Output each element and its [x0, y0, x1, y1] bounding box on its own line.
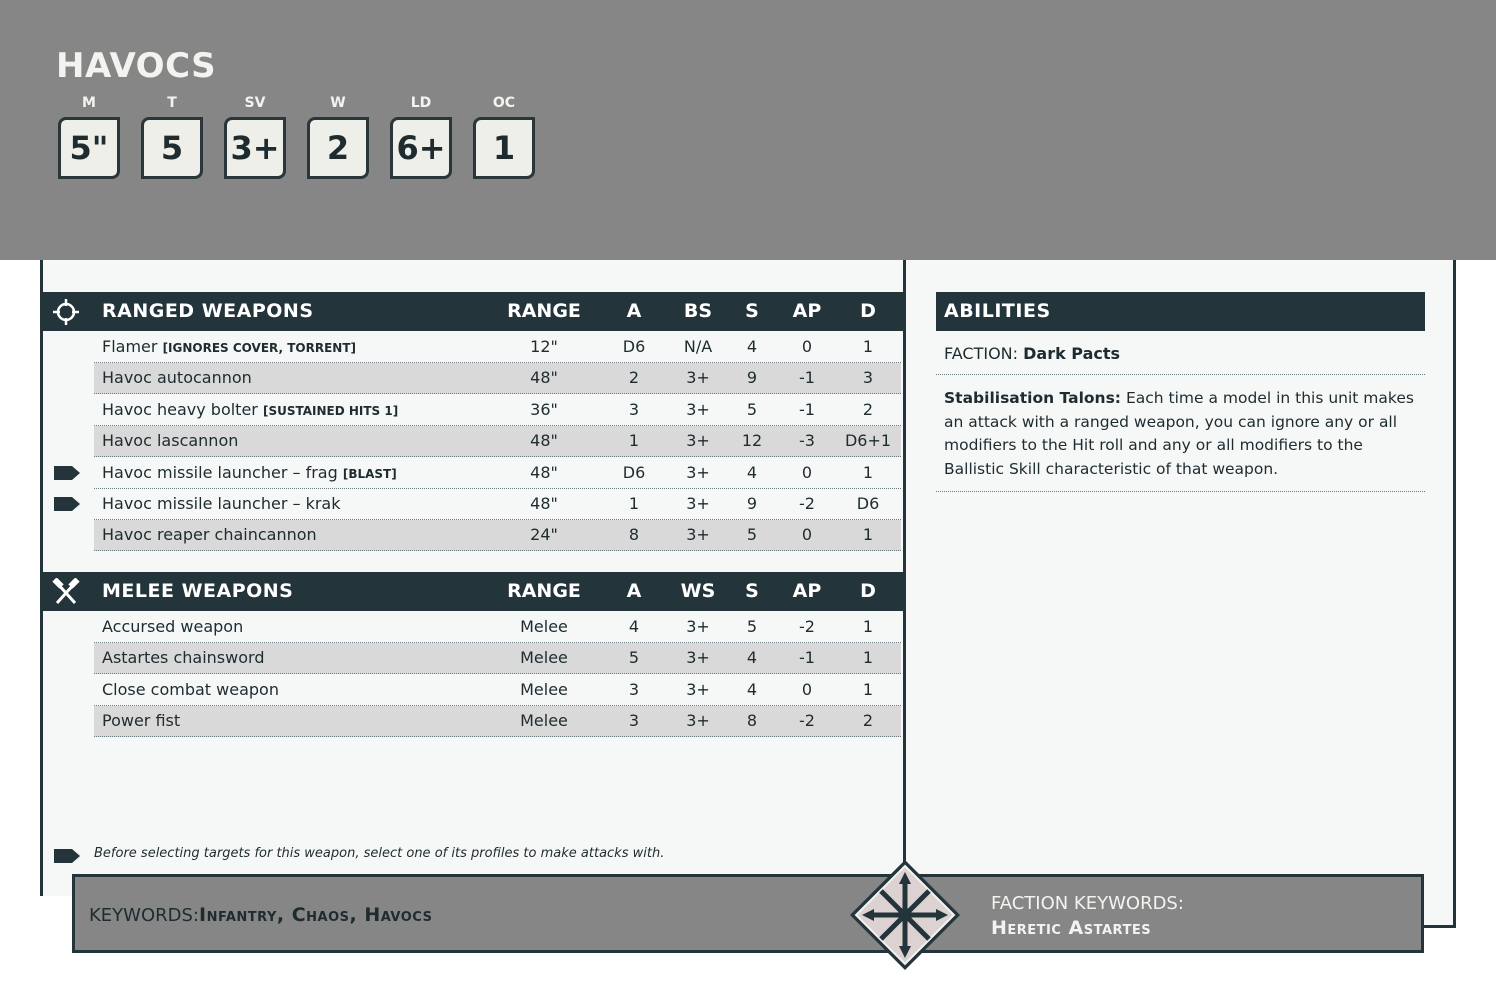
weapon-skill: 3+	[686, 494, 710, 513]
weapon-range: 12"	[530, 337, 558, 356]
weapon-skill: 3+	[686, 617, 710, 636]
melee-weapons-header	[42, 572, 904, 611]
keywords-label: KEYWORDS:	[89, 905, 199, 926]
weapon-range: Melee	[520, 680, 568, 699]
weapon-range: Melee	[520, 617, 568, 636]
profile-arrow-icon	[54, 466, 80, 480]
weapon-damage: 1	[862, 617, 874, 636]
weapon-ap: -1	[799, 400, 815, 419]
weapon-name: Havoc autocannon	[102, 368, 252, 387]
weapon-ap: 0	[801, 337, 813, 356]
weapon-skill: 3+	[686, 680, 710, 699]
weapon-skill: 3+	[686, 711, 710, 730]
column-divider	[903, 260, 906, 876]
weapon-ap: 0	[801, 525, 813, 544]
keywords-values: Infantry, Chaos, Havocs	[199, 904, 433, 926]
weapon-strength: 9	[746, 368, 758, 387]
weapon-skill: 3+	[686, 431, 710, 450]
stat-ld	[390, 95, 452, 179]
weapon-range: 24"	[530, 525, 558, 544]
col-ap: AP	[792, 300, 822, 322]
weapon-keywords: [BLAST]	[342, 467, 397, 481]
stat-value: 2	[307, 117, 369, 179]
profile-arrow-icon	[54, 497, 80, 511]
weapon-attacks: 8	[628, 525, 640, 544]
weapon-name: Havoc reaper chaincannon	[102, 525, 317, 544]
weapon-row	[94, 426, 901, 457]
weapon-attacks: D6	[622, 463, 646, 482]
ability-text: Each time a model in this unit makes an attack with a ranged weapon, you can ignore any or all modifiers to the Hit roll and any or all modifiers to the Ballistic Skill characteristic of that weapon.	[944, 389, 1414, 478]
weapon-row	[94, 363, 901, 394]
faction-label: FACTION:	[944, 344, 1019, 363]
weapon-row	[94, 332, 901, 363]
weapon-range: 36"	[530, 400, 558, 419]
weapon-range: Melee	[520, 711, 568, 730]
ability-name: Stabilisation Talons:	[944, 389, 1122, 407]
weapon-keywords: [IGNORES COVER, TORRENT]	[162, 341, 357, 355]
ability-item	[936, 384, 1425, 492]
weapon-name: Power fist	[102, 711, 181, 730]
stat-oc	[473, 95, 535, 179]
faction-keywords-values: Heretic Astartes	[991, 917, 1152, 939]
weapon-range: 48"	[530, 494, 558, 513]
weapon-skill: 3+	[686, 463, 710, 482]
weapon-strength: 4	[746, 337, 758, 356]
crossed-hammers-icon	[52, 578, 80, 606]
weapon-damage: 2	[862, 711, 874, 730]
weapon-strength: 9	[746, 494, 758, 513]
weapon-name: Flamer [IGNORES COVER, TORRENT]	[102, 337, 357, 356]
keywords-bar	[72, 874, 1424, 953]
weapon-ap: 0	[801, 463, 813, 482]
weapon-damage: D6	[856, 494, 880, 513]
col-a: A	[626, 580, 642, 602]
weapon-ap: -1	[799, 648, 815, 667]
weapon-ap: 0	[801, 680, 813, 699]
col-d: D	[860, 580, 876, 602]
col-s: S	[745, 580, 759, 602]
profile-arrow-icon	[54, 849, 80, 863]
ranged-title: RANGED WEAPONS	[102, 300, 314, 322]
weapon-attacks: 1	[628, 494, 640, 513]
weapon-name: Havoc missile launcher – frag [BLAST]	[102, 463, 397, 482]
stat-label: W	[330, 95, 346, 111]
weapon-name: Close combat weapon	[102, 680, 279, 699]
col-range: RANGE	[507, 300, 581, 322]
stat-label: SV	[244, 95, 266, 111]
col-a: A	[626, 300, 642, 322]
weapon-skill: 3+	[686, 368, 710, 387]
weapon-strength: 5	[746, 400, 758, 419]
stat-label: T	[167, 95, 177, 111]
weapon-ap: -2	[799, 711, 815, 730]
faction-value: Dark Pacts	[1023, 344, 1121, 363]
stat-value: 6+	[390, 117, 452, 179]
weapon-attacks: D6	[622, 337, 646, 356]
weapon-strength: 4	[746, 680, 758, 699]
stat-t	[141, 95, 203, 179]
weapon-range: 48"	[530, 431, 558, 450]
weapon-keywords: [SUSTAINED HITS 1]	[262, 404, 399, 418]
chaos-star-icon	[848, 858, 962, 972]
weapon-damage: 3	[862, 368, 874, 387]
weapon-strength: 8	[746, 711, 758, 730]
weapon-ap: -2	[799, 494, 815, 513]
weapon-skill: N/A	[683, 337, 713, 356]
faction-keywords-label: FACTION KEYWORDS:	[991, 893, 1184, 914]
weapon-strength: 5	[746, 617, 758, 636]
keywords	[89, 904, 432, 926]
weapon-damage: 1	[862, 680, 874, 699]
weapon-ap: -3	[799, 431, 815, 450]
weapon-row	[94, 643, 901, 674]
weapon-ap: -1	[799, 368, 815, 387]
weapon-skill: 3+	[686, 525, 710, 544]
weapon-attacks: 5	[628, 648, 640, 667]
weapon-range: 48"	[530, 463, 558, 482]
weapon-damage: 2	[862, 400, 874, 419]
profile-footnote: Before selecting targets for this weapon, select one of its profiles to make attacks with.	[94, 846, 665, 861]
stat-value: 5	[141, 117, 203, 179]
weapon-skill: 3+	[686, 648, 710, 667]
unit-header	[0, 0, 1496, 260]
weapon-attacks: 1	[628, 431, 640, 450]
weapon-row	[94, 489, 901, 520]
stat-m	[58, 95, 120, 179]
weapon-row	[94, 675, 901, 706]
weapon-attacks: 3	[628, 680, 640, 699]
unit-name: HAVOCS	[56, 46, 217, 86]
faction-keywords	[991, 891, 1184, 941]
stat-label: OC	[492, 95, 516, 111]
weapon-name: Havoc lascannon	[102, 431, 239, 450]
col-bs: BS	[683, 300, 713, 322]
weapon-attacks: 4	[628, 617, 640, 636]
crosshair-icon	[52, 298, 80, 326]
weapon-damage: 1	[862, 525, 874, 544]
weapon-strength: 5	[746, 525, 758, 544]
weapon-attacks: 2	[628, 368, 640, 387]
stat-value: 1	[473, 117, 535, 179]
ranged-weapons-header	[42, 292, 904, 331]
stat-sv	[224, 95, 286, 179]
weapon-range: 48"	[530, 368, 558, 387]
melee-title: MELEE WEAPONS	[102, 580, 294, 602]
stat-label: M	[82, 95, 96, 111]
weapon-name: Havoc heavy bolter [SUSTAINED HITS 1]	[102, 400, 399, 419]
weapon-damage: 1	[862, 337, 874, 356]
weapon-attacks: 3	[628, 711, 640, 730]
stat-w	[307, 95, 369, 179]
abilities-title: ABILITIES	[944, 300, 1051, 322]
weapon-damage: D6+1	[844, 431, 892, 450]
weapon-strength: 4	[746, 463, 758, 482]
weapon-strength: 12	[741, 431, 763, 450]
col-range: RANGE	[507, 580, 581, 602]
weapon-skill: 3+	[686, 400, 710, 419]
weapon-damage: 1	[862, 648, 874, 667]
weapon-strength: 4	[746, 648, 758, 667]
col-s: S	[745, 300, 759, 322]
faction-ability	[936, 338, 1425, 375]
weapon-ap: -2	[799, 617, 815, 636]
weapon-row	[94, 458, 901, 489]
stat-label: LD	[410, 95, 432, 111]
weapon-name: Havoc missile launcher – krak	[102, 494, 341, 513]
abilities-header	[936, 292, 1425, 331]
weapon-row	[94, 520, 901, 551]
weapon-row	[94, 612, 901, 643]
col-d: D	[860, 300, 876, 322]
weapon-row	[94, 706, 901, 737]
weapon-name: Astartes chainsword	[102, 648, 265, 667]
col-ws: WS	[680, 580, 716, 602]
weapon-attacks: 3	[628, 400, 640, 419]
weapon-name: Accursed weapon	[102, 617, 244, 636]
weapon-row	[94, 395, 901, 426]
stat-value: 3+	[224, 117, 286, 179]
stat-value: 5"	[58, 117, 120, 179]
col-ap: AP	[792, 580, 822, 602]
weapon-damage: 1	[862, 463, 874, 482]
weapon-range: Melee	[520, 648, 568, 667]
